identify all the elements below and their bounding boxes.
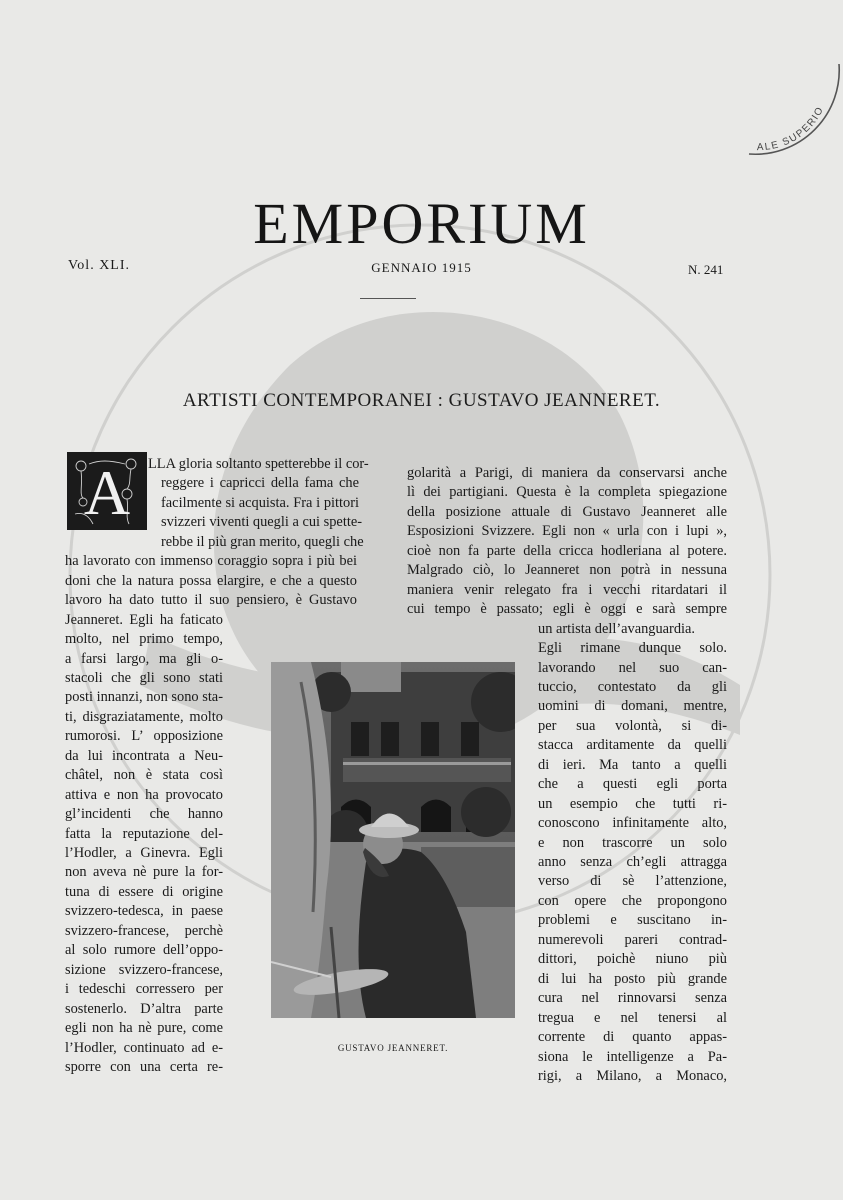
text-line: corrente di quanto appas- bbox=[538, 1029, 727, 1046]
text-line: svizzeri viventi quegli a cui spette- bbox=[161, 514, 362, 531]
text-line: stacca arditamente da quelli bbox=[538, 737, 727, 754]
text-line: di ieri. Ma tanto a quelli bbox=[538, 756, 727, 773]
text-line: cioè non fa parte della cricca hodleriana al potere. bbox=[407, 542, 727, 559]
text-line: problemi e suscitano in- bbox=[538, 912, 727, 929]
text-line: non aveva nè pure la for- bbox=[65, 864, 223, 881]
text-line: maniera venir relegato fra i vecchi ritardatari il bbox=[407, 581, 727, 598]
drop-cap-letter: A bbox=[83, 457, 131, 528]
text-line: gl’incidenti che hanno bbox=[65, 806, 223, 823]
text-line: golarità a Parigi, di maniera da conservarsi anche bbox=[407, 465, 727, 481]
text-line: doni che la natura possa elargire, e che a questo bbox=[65, 572, 357, 589]
text-line: cura nel rinnovarsi senza bbox=[538, 990, 727, 1007]
text-line: di lui ha posto più grande bbox=[538, 970, 727, 987]
text-line: a farsi largo, ma gli o- bbox=[65, 650, 223, 667]
text-line: della posizione attuale di Gustavo Jeanneret alle bbox=[407, 503, 727, 520]
text-line: reggere i capricci della fama che bbox=[161, 475, 359, 492]
svg-text:ALE SUPERIO: ALE SUPERIO bbox=[756, 104, 827, 154]
masthead-title: EMPORIUM bbox=[253, 191, 590, 256]
text-line: numerevoli pareri contrad- bbox=[538, 931, 727, 948]
text-line: tregua e nel tenersi al bbox=[538, 1009, 727, 1026]
text-line: verso di sè l’attenzione, bbox=[538, 873, 727, 890]
text-line: un esempio che tutti ri- bbox=[538, 795, 727, 812]
text-line: ti, disgraziatamente, molto bbox=[65, 708, 223, 725]
text-line: lavoro ha dato tutto il suo pensiero, è Gustavo bbox=[65, 592, 357, 609]
text-line: LLA gloria soltanto spetterebbe il cor- bbox=[148, 456, 369, 472]
text-line: Esposizioni Svizzere. Egli non « urla con i lupi », bbox=[407, 523, 727, 540]
issue-date: GENNAIO 1915 bbox=[371, 260, 472, 275]
text-line: anno senza ch’egli attragga bbox=[538, 854, 727, 870]
text-line: l’Hodler, a Ginevra. Egli bbox=[65, 845, 223, 861]
text-line: da lui incontrata a Neu- bbox=[65, 747, 223, 764]
text-line: per sua volontà, si di- bbox=[538, 717, 727, 734]
text-line: rumorosi. L’ opposizione bbox=[65, 728, 223, 745]
text-line: conoscono infinitamente alto, bbox=[538, 815, 727, 832]
text-line: un artista dell’avanguardia. bbox=[538, 620, 696, 637]
text-line: e non trascorre un solo bbox=[538, 834, 727, 851]
photo-caption: GUSTAVO JEANNERET. bbox=[337, 1043, 449, 1053]
text-line: lavorando nel suo can- bbox=[538, 659, 727, 676]
drop-cap bbox=[67, 452, 147, 530]
text-line: rigi, a Milano, a Monaco, bbox=[538, 1067, 727, 1084]
text-line: sizione svizzero-francese, bbox=[65, 961, 223, 978]
issue-number: N. 241 bbox=[688, 262, 724, 277]
text-line: posti innanzi, non sono sta- bbox=[65, 689, 223, 706]
library-stamp bbox=[745, 60, 843, 158]
text-line: siona le intelligenze a Pa- bbox=[538, 1048, 727, 1065]
text-line: stacoli che gli sono stati bbox=[65, 669, 223, 686]
volume-label: Vol. XLI. bbox=[68, 258, 131, 273]
text-line: cui tempo è passato; egli è oggi e sarà sempre bbox=[407, 601, 727, 618]
text-line: con opere che propongono bbox=[538, 892, 727, 909]
text-line: svizzero-francese, perchè bbox=[65, 922, 223, 939]
text-line: dittori, poichè niuno più bbox=[538, 951, 727, 968]
text-line: i tedeschi corressero per bbox=[65, 981, 223, 998]
text-line: Jeanneret. Egli ha faticato bbox=[65, 611, 223, 628]
text-line: ha lavorato con immenso coraggio sopra i più bei bbox=[65, 553, 357, 570]
text-line: egli non ha nè pure, come bbox=[65, 1020, 223, 1037]
text-line: facilmente si acquista. Fra i pittori bbox=[161, 494, 359, 511]
text-line: che a questi egli porta bbox=[538, 776, 727, 793]
portrait-photo bbox=[271, 662, 515, 1018]
text-line: Egli rimane dunque solo. bbox=[538, 640, 727, 657]
text-line: molto, nel primo tempo, bbox=[65, 631, 223, 648]
text-line: lì dei partigiani. Questa è la completa spiegazione bbox=[407, 484, 727, 501]
text-line: tuna di essere di origine bbox=[65, 883, 223, 900]
text-line: tuccio, contestato da gli bbox=[538, 678, 727, 695]
text-line: al solo rumore dell’oppo- bbox=[65, 942, 223, 959]
text-line: sporre con una certa re- bbox=[65, 1058, 223, 1075]
text-line: Malgrado ciò, lo Jeanneret non potrà in nessuna bbox=[407, 562, 727, 579]
text-line: l’Hodler, continuato ad e- bbox=[65, 1039, 223, 1056]
text-line: rebbe il più gran merito, quegli che bbox=[161, 533, 364, 550]
text-line: fatta la reputazione del- bbox=[65, 825, 223, 842]
article-title: ARTISTI CONTEMPORANEI : GUSTAVO JEANNERET. bbox=[182, 390, 661, 411]
text-line: attiva e non ha provocato bbox=[65, 786, 223, 803]
text-line: svizzero-tedesca, in paese bbox=[65, 903, 223, 920]
header-rule bbox=[360, 298, 416, 299]
text-line: châtel, non è stata così bbox=[65, 767, 223, 784]
text-line: uomini di domani, mentre, bbox=[538, 698, 727, 715]
text-line: sostenerlo. D’altra parte bbox=[65, 1000, 223, 1017]
